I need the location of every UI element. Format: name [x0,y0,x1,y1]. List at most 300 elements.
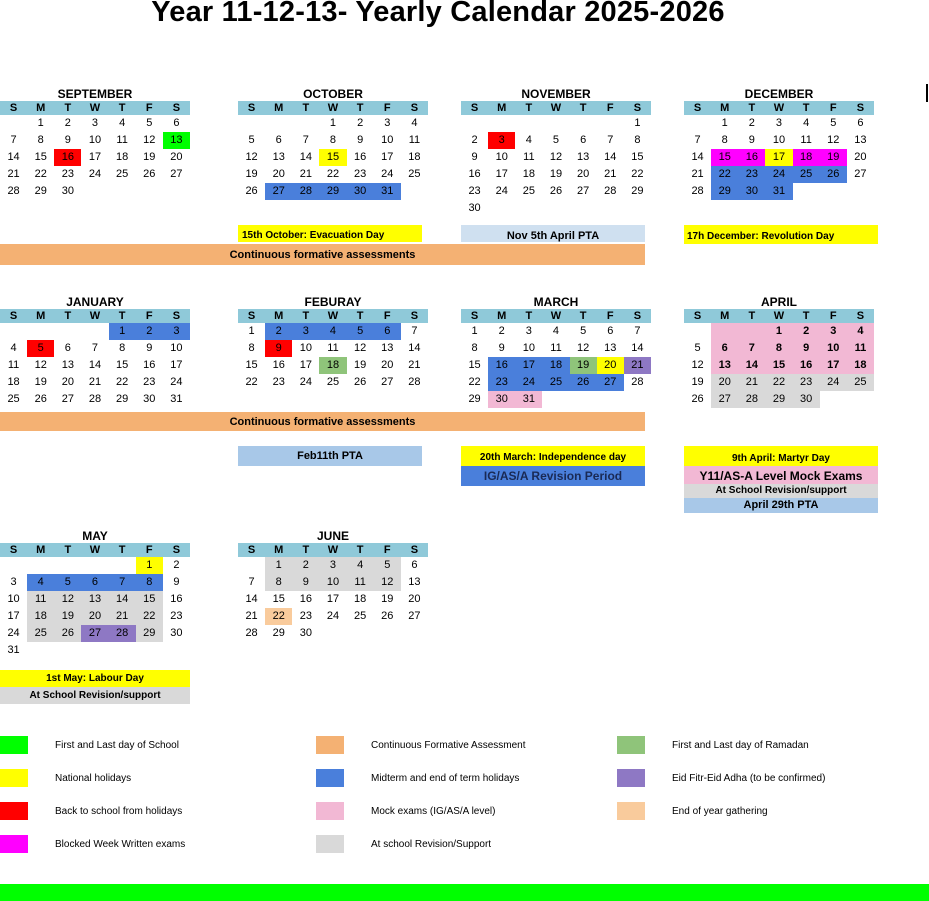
mar-revision: IG/AS/A Revision Period [461,466,645,486]
legend-item [0,769,131,787]
day-cell: 4 [347,557,374,574]
day-cell: 18 [7,376,20,388]
day-cell: 22 [468,376,481,388]
day-cell: 11 [847,340,874,357]
legend-swatch [617,769,645,787]
day-cell: 26 [34,393,47,405]
weekday-label: W [327,544,339,556]
day-cell: 29 [116,393,129,405]
weekday-label: F [829,102,837,114]
weekday-label: S [9,544,18,556]
day-cell: 23 [354,168,367,180]
day-cell: 21 [408,359,421,371]
day-cell [0,115,27,132]
page-edge-marker [926,84,928,102]
weekday-label: S [247,102,256,114]
day-cell: 8 [136,574,163,591]
weekday-label: S [247,310,256,322]
day-cell: 17 [381,151,394,163]
day-cell: 8 [765,340,792,357]
day-cell: 30 [793,391,820,408]
weekday-header [461,101,651,115]
day-cell: 12 [143,134,156,146]
weekday-label: W [89,102,101,114]
day-cell: 9 [793,340,820,357]
day-cell: 15 [468,359,481,371]
weekday-label: W [550,310,562,322]
day-cell: 21 [691,168,704,180]
day-cell [515,115,542,132]
day-cell: 24 [765,166,792,183]
day-cell: 17 [88,151,102,163]
day-cell: 18 [116,151,129,163]
day-cell: 6 [64,342,71,354]
day-grid [0,557,190,659]
day-cell: 2 [748,117,755,129]
day-cell: 24 [515,374,542,391]
day-cell: 5 [694,342,701,354]
month-april [684,294,874,408]
legend-label: Blocked Week Written exams [55,838,186,850]
day-cell: 17 [515,357,542,374]
legend-label: Midterm and end of term holidays [371,772,520,784]
may-revision: At School Revision/support [0,687,190,704]
day-cell [597,115,624,132]
day-cell: 4 [119,117,126,129]
day-cell: 1 [721,117,728,129]
legend-item [617,802,768,820]
day-cell: 10 [495,151,508,163]
day-cell: 25 [522,185,535,197]
weekday-label: T [302,310,310,322]
day-cell: 9 [748,134,755,146]
weekday-label: S [693,310,702,322]
day-cell: 14 [631,342,644,354]
weekday-label: T [525,102,533,114]
day-cell: 24 [88,168,102,180]
day-cell: 8 [119,342,126,354]
weekday-label: T [356,102,364,114]
weekday-header [238,101,428,115]
day-cell: 17 [299,359,312,371]
day-cell: 13 [604,342,617,354]
day-cell: 28 [604,185,617,197]
day-cell: 16 [143,359,156,371]
day-cell [265,115,292,132]
legend-swatch [316,835,344,853]
day-cell: 5 [27,340,54,357]
day-cell: 26 [381,610,394,622]
apr-note: 9th April: Martyr Day [684,446,878,466]
day-cell: 28 [408,376,421,388]
day-grid [0,323,190,408]
day-cell: 20 [854,151,867,163]
day-cell: 19 [34,376,47,388]
weekday-label: T [802,102,810,114]
day-cell: 12 [354,342,367,354]
weekday-label: T [356,544,364,556]
month-name: SEPTEMBER [57,87,133,101]
day-cell: 19 [143,151,156,163]
month-name: MARCH [533,295,579,309]
day-cell: 29 [272,627,285,639]
month-name: APRIL [761,295,797,309]
day-cell: 7 [302,134,309,146]
day-cell [488,115,515,132]
day-cell: 3 [319,557,346,574]
day-cell: 6 [81,574,108,591]
weekday-label: S [633,102,642,114]
weekday-label: F [606,102,614,114]
day-cell: 9 [265,340,292,357]
day-cell: 14 [738,357,765,374]
day-cell: 7 [634,325,641,337]
day-cell: 16 [488,357,515,374]
day-cell: 16 [793,357,820,374]
day-grid [238,557,428,642]
day-cell: 27 [408,610,421,622]
month-march [461,294,651,408]
day-cell: 8 [37,134,44,146]
day-cell: 9 [292,574,319,591]
day-cell: 20 [61,376,74,388]
weekday-label: S [410,544,419,556]
day-cell: 27 [265,183,292,200]
legend-label: At school Revision/Support [371,838,492,850]
legend-label: Mock exams (IG/AS/A level) [371,805,496,817]
day-cell: 17 [820,357,847,374]
weekday-label: M [274,544,284,556]
weekday-label: S [856,310,865,322]
day-cell: 12 [34,359,47,371]
day-cell: 2 [471,134,478,146]
day-cell: 1 [37,117,44,129]
day-cell: 24 [7,627,20,639]
day-cell: 24 [381,168,394,180]
day-cell: 3 [10,576,17,588]
day-cell: 13 [577,151,590,163]
day-cell: 29 [631,185,644,197]
day-grid [684,115,874,200]
day-cell: 17 [170,359,183,371]
weekday-header [461,309,651,323]
day-cell: 16 [299,593,312,605]
weekday-label: F [145,544,153,556]
day-cell: 25 [354,610,367,622]
day-cell: 7 [91,342,99,354]
weekday-label: F [606,310,614,322]
day-cell: 1 [471,325,478,337]
weekday-label: M [274,310,284,322]
day-cell: 25 [793,166,820,183]
month-january [0,294,190,408]
weekday-label: M [497,102,507,114]
month-september [0,86,190,200]
weekday-label: M [497,310,507,322]
weekday-label: T [356,310,364,322]
weekday-label: S [410,310,419,322]
day-cell: 23 [488,374,515,391]
day-cell [542,115,569,132]
page-title: Year 11-12-13- Yearly Calendar 2025-2026 [151,0,725,28]
day-cell: 13 [711,357,738,374]
day-cell: 4 [319,323,346,340]
weekday-header [684,101,874,115]
weekday-header [238,309,428,323]
month-december [684,86,874,200]
day-cell: 5 [374,557,401,574]
mar-note: 20th March: Independence day [461,446,645,466]
day-cell: 30 [347,183,374,200]
weekday-label: S [856,102,865,114]
month-name: JUNE [316,529,349,543]
day-cell: 29 [711,183,738,200]
day-cell: 15 [765,357,792,374]
legend-item [316,802,495,820]
day-cell: 2 [793,323,820,340]
legend-swatch [316,802,344,820]
day-cell: 24 [170,376,183,388]
day-cell: 14 [7,151,20,163]
day-cell: 10 [170,342,183,354]
day-cell: 5 [146,117,153,129]
day-cell: 27 [170,168,183,180]
legend-swatch [0,769,28,787]
day-cell: 14 [245,593,258,605]
day-cell: 19 [54,608,81,625]
day-cell: 8 [248,342,255,354]
weekday-label: S [172,102,181,114]
day-cell: 25 [408,168,421,180]
day-cell: 20 [170,151,183,163]
day-cell: 9 [173,576,180,588]
day-cell: 23 [143,376,156,388]
day-cell: 9 [357,134,364,146]
weekday-label: M [36,310,46,322]
day-cell: 6 [173,117,180,129]
weekday-label: W [327,102,339,114]
weekday-label: F [829,310,837,322]
legend-swatch [0,736,28,754]
day-cell: 27 [711,391,738,408]
weekday-label: S [9,310,18,322]
day-cell [109,557,136,574]
weekday-label: S [470,102,479,114]
day-cell: 21 [624,357,651,374]
day-cell [27,323,54,340]
day-cell: 14 [299,151,312,163]
day-cell: 29 [468,393,481,405]
day-cell: 22 [245,376,258,388]
day-cell: 21 [299,168,312,180]
legend-item [316,769,519,787]
day-cell: 4 [847,323,874,340]
legend-item [0,802,182,820]
day-cell: 15 [711,149,738,166]
day-cell: 18 [354,593,367,605]
day-cell: 21 [109,608,136,625]
day-cell: 1 [109,323,136,340]
day-cell: 27 [61,393,74,405]
day-cell: 2 [498,325,505,337]
day-cell: 20 [81,608,108,625]
weekday-label: M [36,544,46,556]
day-cell: 12 [691,359,704,371]
day-cell: 3 [163,323,190,340]
day-cell: 11 [116,134,128,146]
day-cell: 22 [116,376,129,388]
weekday-label: F [383,102,391,114]
day-cell [570,115,597,132]
weekday-label: T [302,102,310,114]
weekday-label: T [802,310,810,322]
day-cell: 26 [143,168,156,180]
day-cell: 10 [772,134,786,146]
day-cell: 5 [54,574,81,591]
day-cell: 13 [272,151,285,163]
day-cell: 30 [738,183,765,200]
weekday-label: T [118,102,126,114]
day-cell: 12 [549,151,563,163]
day-cell: 1 [136,557,163,574]
day-cell: 22 [711,166,738,183]
day-cell: 5 [830,117,837,129]
day-cell: 11 [800,134,812,146]
weekday-label: T [64,544,72,556]
day-cell: 5 [580,325,587,337]
day-cell: 6 [857,117,864,129]
day-cell: 4 [10,342,17,354]
day-cell: 19 [354,359,367,371]
day-grid [461,323,651,408]
weekday-label: W [773,102,785,114]
day-cell: 25 [116,168,129,180]
day-cell: 11 [550,342,562,354]
day-cell: 12 [245,151,258,163]
day-cell: 24 [495,185,508,197]
day-cell: 7 [694,134,701,146]
weekday-label: F [145,310,153,322]
day-cell: 22 [34,168,47,180]
weekday-label: W [773,310,785,322]
weekday-label: M [720,310,730,322]
day-cell: 5 [248,134,255,146]
day-cell: 19 [381,593,394,605]
apr-pta: April 29th PTA [684,498,878,513]
day-cell: 25 [847,374,874,391]
weekday-label: T [748,310,756,322]
day-cell: 12 [374,574,401,591]
cfa-bar-2: Continuous formative assessments [0,412,645,431]
legend-item [617,769,825,787]
day-cell: 26 [820,166,847,183]
day-cell [684,323,711,340]
weekday-label: T [748,102,756,114]
day-cell: 31 [765,183,792,200]
day-cell: 26 [245,185,258,197]
day-cell: 28 [292,183,319,200]
weekday-label: S [410,102,419,114]
day-cell: 11 [327,342,339,354]
day-cell: 18 [27,608,54,625]
day-cell: 27 [381,376,394,388]
day-cell: 20 [272,168,285,180]
day-cell: 22 [265,608,292,625]
day-cell: 26 [549,185,563,197]
day-cell: 23 [170,610,183,622]
day-cell: 31 [170,393,183,405]
day-cell: 5 [347,323,374,340]
day-cell: 25 [27,625,54,642]
day-cell [738,323,765,340]
day-grid [0,115,190,200]
weekday-label: S [470,310,479,322]
day-cell: 10 [7,593,20,605]
footer-bar [0,884,929,901]
day-cell: 14 [408,342,421,354]
day-cell: 31 [7,644,20,656]
day-cell: 7 [248,576,255,588]
day-grid [684,323,874,408]
weekday-label: T [579,102,587,114]
day-cell: 4 [411,117,418,129]
day-cell: 22 [765,374,792,391]
day-cell: 5 [552,134,560,146]
legend-label: Eid Fitr-Eid Adha (to be confirmed) [672,772,826,784]
day-cell: 28 [691,185,704,197]
day-cell: 14 [109,591,136,608]
month-name: JANUARY [66,295,124,309]
weekday-label: T [579,310,587,322]
day-cell: 10 [820,340,847,357]
may-note: 1st May: Labour Day [0,670,190,687]
day-cell: 13 [381,342,394,354]
month-june [238,528,428,642]
day-cell: 20 [577,168,590,180]
day-cell: 17 [765,149,792,166]
day-grid [461,115,651,217]
day-cell: 2 [64,117,71,129]
weekday-label: M [274,102,284,114]
day-cell: 15 [631,151,644,163]
day-cell: 16 [272,359,285,371]
day-cell: 3 [488,132,515,149]
day-cell: 25 [542,374,569,391]
weekday-label: T [64,310,72,322]
day-cell: 15 [272,593,285,605]
month-october [238,86,428,200]
day-cell: 3 [384,117,391,129]
day-cell: 17 [326,593,340,605]
legend-label: Back to school from holidays [55,805,183,817]
day-cell: 10 [522,342,535,354]
day-cell: 1 [634,117,641,129]
month-name: MAY [82,529,108,543]
day-cell: 21 [7,168,20,180]
day-cell: 20 [597,357,624,374]
day-cell: 21 [604,168,617,180]
legend-swatch [617,802,645,820]
month-name: OCTOBER [303,87,363,101]
day-cell: 19 [570,357,597,374]
month-name: DECEMBER [744,87,814,101]
day-cell: 6 [580,134,587,146]
day-cell: 10 [319,574,346,591]
month-feburay [238,294,428,391]
feb-note: Feb11th PTA [238,446,422,466]
weekday-label: T [302,544,310,556]
day-cell: 24 [820,374,847,391]
